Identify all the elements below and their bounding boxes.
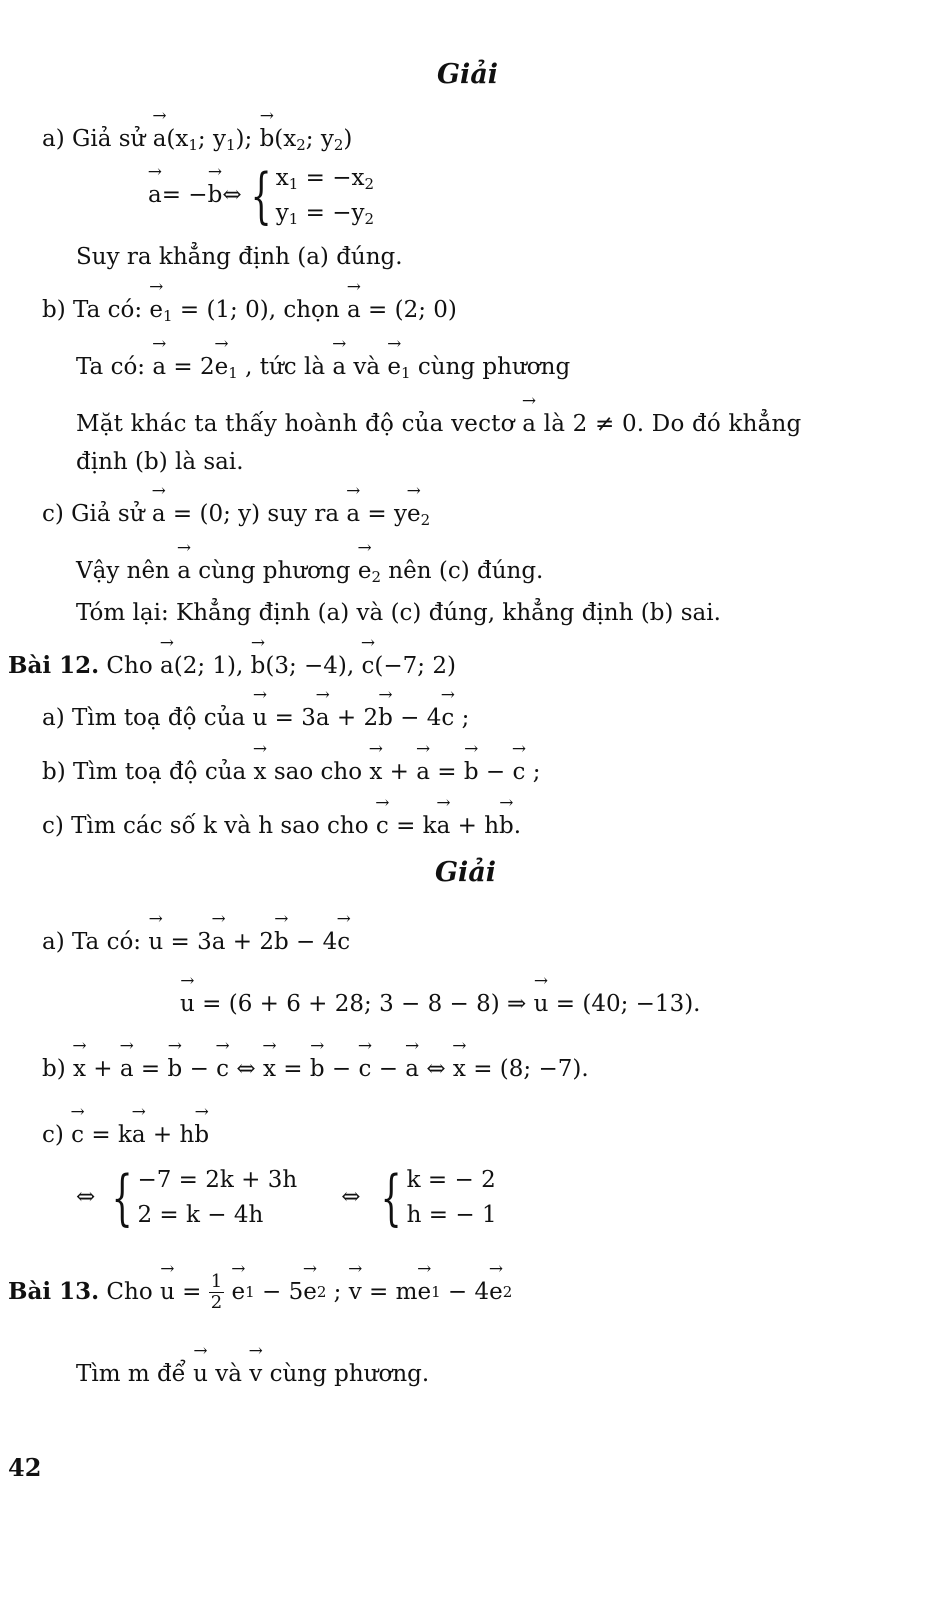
exercise-12-question-c: c) Tìm các số k và h sao cho → c = k→ a + h→ b. bbox=[42, 812, 521, 841]
part-b-line-4: định (b) là sai. bbox=[76, 449, 244, 475]
part-c-line: c) Giả sử → a = (0; y) suy ra → $a = y\to e_2$ bbox=[42, 500, 430, 529]
solution-12-a-2: → u = (6 + 6 + 28; 3 − 8 − 8) ⇒ → u = (40; −13). bbox=[180, 990, 700, 1019]
exercise-13: Bài 13. Cho → u = $\frac{1}{2}$ → e 1 − 5 → e 2 ; → v = m → e 1 − 4 → e 2 bbox=[8, 1272, 512, 1313]
solution-heading-2: Giải bbox=[435, 857, 497, 888]
fraction-one-half: $\frac{1}{2}$ bbox=[210, 1271, 223, 1313]
exercise-12-title: Bài 12. bbox=[8, 652, 100, 679]
part-a-line: a) Giả sử → $a(x_1$; $y_1$); → $b(x_2$; $y_2$) bbox=[42, 125, 352, 154]
exercise-12-question-b: b) Tìm toạ độ của → x sao cho → x + → a = → b − → c ; bbox=[42, 758, 540, 787]
exercise-13-title: Bài 13. bbox=[8, 1277, 100, 1305]
vector-a: → a bbox=[153, 125, 167, 154]
solution-12-b: b) → x + → a = → b − → c ⇔ → x = → b − → c − → a ⇔ → x = (8; −7). bbox=[42, 1055, 589, 1084]
equation-system-2: { k = − 2 h = − 1 bbox=[381, 1162, 497, 1233]
page-number: 42 bbox=[8, 1453, 42, 1482]
summary-line: Tóm lại: Khẳng định (a) và (c) đúng, khẳng định (b) sai. bbox=[76, 600, 721, 626]
vector-b: → b bbox=[260, 125, 275, 154]
part-c-line-2: Vậy nên → a cùng phương → $e_2$ nên (c) đúng. bbox=[76, 557, 543, 586]
equation-system-1: { −7 = 2k + 3h 2 = k − 4h bbox=[111, 1162, 298, 1233]
solution-12-c-systems: ⇔ { −7 = 2k + 3h 2 = k − 4h ⇔ { k = − 2 h = − 1 bbox=[76, 1162, 497, 1233]
equation-a-neg-b: → a = − → b ⇔ { $x_1 = -x_2$ $y_1 = -y_2$ bbox=[148, 164, 374, 228]
conclusion-a: Suy ra khẳng định (a) đúng. bbox=[76, 244, 403, 270]
part-b-line-2: Ta có: → $a = 2\to e_1$ , tức là → a và → $e_1$ cùng phương bbox=[76, 353, 570, 382]
exercise-13-question: Tìm m để → u và → v cùng phương. bbox=[76, 1360, 429, 1389]
solution-heading-1: Giải bbox=[437, 59, 499, 90]
solution-12-c: c) → c = k→ a + h→ b bbox=[42, 1121, 209, 1150]
exercise-12: Bài 12. Cho → a(2; 1), → b(3; −4), → c(−7; 2) bbox=[8, 652, 456, 681]
solution-12-a: a) Ta có: → u = 3→ a + 2→ b − 4→ c bbox=[42, 928, 350, 957]
exercise-12-question-a: a) Tìm toạ độ của → u = 3→ a + 2→ b − 4→ c ; bbox=[42, 704, 469, 733]
part-b-line: b) Ta có: → $e_1 = (1$; 0), chọn → a = (2; 0) bbox=[42, 296, 457, 325]
part-b-line-3: Mặt khác ta thấy hoành độ của vectơ → a là 2 ≠ 0. Do đó khẳng bbox=[76, 410, 801, 439]
equation-system: { $x_1 = -x_2$ $y_1 = -y_2$ bbox=[250, 160, 375, 231]
